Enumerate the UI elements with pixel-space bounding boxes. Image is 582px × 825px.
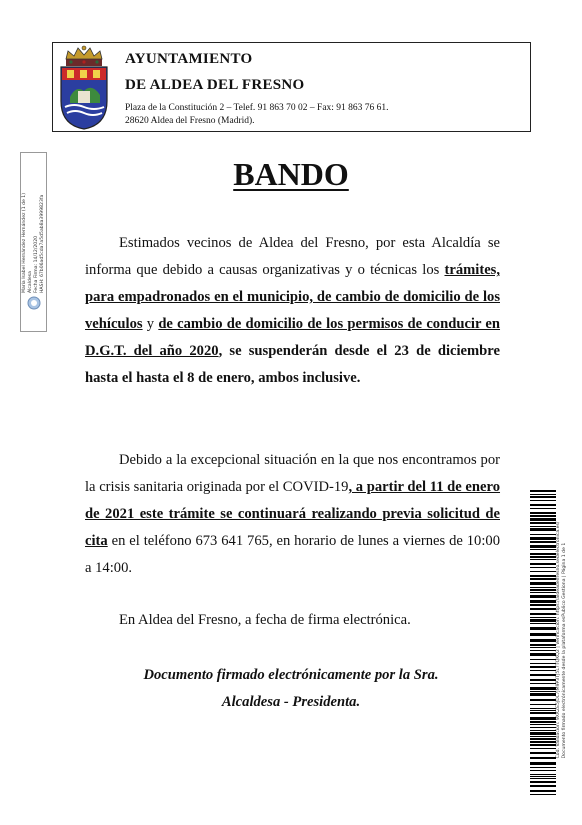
suspension-dates: , se suspenderán desde el 23 de diciembre hasta el hasta el 8 de enero, ambos inclusive. — [85, 343, 500, 386]
barcode-bar — [530, 571, 556, 572]
barcode-bar — [530, 496, 556, 498]
barcode-bar — [530, 785, 556, 787]
suspended-procedure-vehicles: trámites, para empadronados en el municipio, de cambio de domicilio de los vehículos — [85, 262, 500, 332]
barcode-bar — [530, 563, 556, 565]
barcode-bar — [530, 778, 556, 779]
closing-line-1: Documento firmado electrónicamente por la Sra. — [143, 667, 439, 683]
barcode-bar — [530, 781, 556, 783]
barcode-bar — [530, 534, 556, 535]
barcode-bar — [530, 512, 556, 514]
barcode-bar — [530, 727, 556, 728]
barcode-bar — [530, 762, 556, 765]
barcode-bar — [530, 674, 556, 676]
barcode-bar — [530, 770, 556, 771]
barcode-bar — [530, 595, 556, 598]
barcode-bar — [530, 683, 556, 684]
paragraph-place-date: En Aldea del Fresno, a fecha de firma electrónica. — [119, 612, 411, 628]
barcode-bar — [530, 549, 556, 550]
barcode-bar — [530, 744, 556, 746]
validation-barcode — [530, 490, 556, 796]
address-line: Plaza de la Constitución 2 – Telef. 91 863 70 02 – Fax: 91 863 76 61. — [125, 103, 389, 113]
barcode-bar — [530, 767, 556, 768]
barcode-bar — [530, 670, 556, 671]
validation-note — [556, 522, 568, 759]
platform-note: Documento firmado electrónicamente desde la plataforma esPublico Gestiona | Página 1 de 1 — [562, 542, 567, 759]
barcode-bar — [530, 619, 556, 622]
barcode-bar — [530, 556, 556, 558]
barcode-bar — [530, 617, 556, 618]
barcode-bar — [530, 526, 556, 527]
document-title: BANDO — [233, 156, 349, 192]
barcode-bar — [530, 613, 556, 615]
barcode-bar — [530, 721, 556, 723]
barcode-bar — [530, 687, 556, 690]
barcode-bar — [530, 541, 556, 543]
barcode-bar — [530, 490, 556, 492]
barcode-bar — [530, 600, 556, 603]
barcode-bar — [530, 528, 556, 531]
barcode-bar — [530, 592, 556, 593]
barcode-bar — [530, 699, 556, 701]
barcode-bar — [530, 776, 556, 777]
barcode-bar — [530, 578, 556, 580]
barcode-bar — [530, 663, 556, 664]
barcode-bar — [530, 741, 556, 743]
barcode-bar — [530, 679, 556, 681]
barcode-bar — [530, 752, 556, 754]
barcode-bar — [530, 545, 556, 548]
barcode-bar — [530, 748, 556, 749]
barcode-bar — [530, 730, 556, 731]
barcode-bar — [530, 757, 556, 759]
barcode-bar — [530, 790, 556, 792]
barcode-bar — [530, 633, 556, 636]
barcode-bar — [530, 515, 556, 517]
barcode-bar — [530, 666, 556, 668]
signature-stamp-text — [22, 193, 46, 293]
barcode-bar — [530, 537, 556, 540]
organization-name: AYUNTAMIENTO — [125, 51, 253, 67]
barcode-bar — [530, 627, 556, 630]
paragraph-suspension: Estimados vecinos de Aldea del Fresno, por esta Alcaldía se informa que debido a causas organizativas y o técnicas los trámites, para empadronados en el municipio, de cambio de domicilio de los vehículos y de cambio de domicilio de los permisos de conducir en D.G.T. del año 2020, se suspenderán desde el 23 de diciembre hasta el hasta el 8 de enero, ambos inclusive. — [85, 235, 501, 386]
barcode-bar — [530, 691, 556, 692]
barcode-bar — [530, 604, 556, 606]
paragraph-appointment: Debido a la excepcional situación en la que nos encontramos por la crisis sanitaria originada por el COVID-19, a partir del 11 de enero de 2021 este trámite se continuará realizando previa solicitud de cita en el teléfono 673 641 765, en horario de lunes a viernes de 10:00 a 14:00. — [85, 452, 501, 576]
letterhead — [52, 42, 531, 132]
barcode-bar — [530, 794, 556, 795]
validation-code: Cód. Validación: 9XKZE5JDL7JM9P3TJ5L7TQKQ2 | Verificación: https://aldeadelfresno.sedelectronica.es/ — [556, 521, 561, 759]
barcode-bar — [530, 653, 556, 656]
barcode-bar — [530, 644, 556, 646]
barcode-bar — [530, 589, 556, 591]
barcode-bar — [530, 724, 556, 725]
signer-name: María Isabel Hernández Hernández (1 de 1) — [22, 192, 27, 294]
barcode-bar — [530, 708, 556, 709]
signature-date: Fecha Firma: 14/12/2020 — [34, 235, 39, 294]
barcode-bar — [530, 508, 556, 509]
barcode-bar — [530, 553, 556, 555]
barcode-bar — [530, 567, 556, 568]
barcode-bar — [530, 650, 556, 651]
barcode-bar — [530, 704, 556, 705]
municipal-coat-of-arms-icon — [58, 45, 110, 131]
barcode-bar — [530, 494, 556, 495]
barcode-bar — [530, 732, 556, 735]
signer-role: Alcaldesa — [28, 271, 33, 294]
organization-name-line2: DE ALDEA DEL FRESNO — [125, 77, 305, 93]
signature-hash: HASH: 67b06ad5cda7a5d5ab8a3999823fa — [40, 194, 45, 294]
barcode-bar — [530, 647, 556, 648]
barcode-bar — [530, 717, 556, 720]
barcode-bar — [530, 608, 556, 610]
closing-line-2: Alcaldesa - Presidenta. — [221, 694, 361, 710]
barcode-bar — [530, 582, 556, 585]
barcode-bar — [530, 500, 556, 501]
barcode-bar — [530, 559, 556, 560]
signature-seal-icon — [27, 296, 41, 310]
barcode-bar — [530, 736, 556, 737]
barcode-bar — [530, 623, 556, 624]
barcode-bar — [530, 639, 556, 642]
suspended-procedure-licenses: de cambio de domicilio de los permisos de conducir en D.G.T. del año 2020 — [85, 316, 501, 359]
barcode-bar — [530, 738, 556, 740]
barcode-bar — [530, 774, 556, 775]
barcode-bar — [530, 587, 556, 588]
barcode-bar — [530, 518, 556, 521]
barcode-bar — [530, 710, 556, 711]
barcode-bar — [530, 659, 556, 660]
barcode-bar — [530, 693, 556, 696]
barcode-bar — [530, 575, 556, 577]
appointment-requirement: , a partir del 11 de enero de 2021 este trámite se continuará realizando previa solicitud de cita — [85, 479, 501, 549]
signature-closing — [0, 662, 582, 716]
barcode-bar — [530, 504, 556, 506]
barcode-bar — [530, 712, 556, 714]
barcode-bar — [530, 522, 556, 524]
address-line-2: 28620 Aldea del Fresno (Madrid). — [125, 116, 255, 126]
